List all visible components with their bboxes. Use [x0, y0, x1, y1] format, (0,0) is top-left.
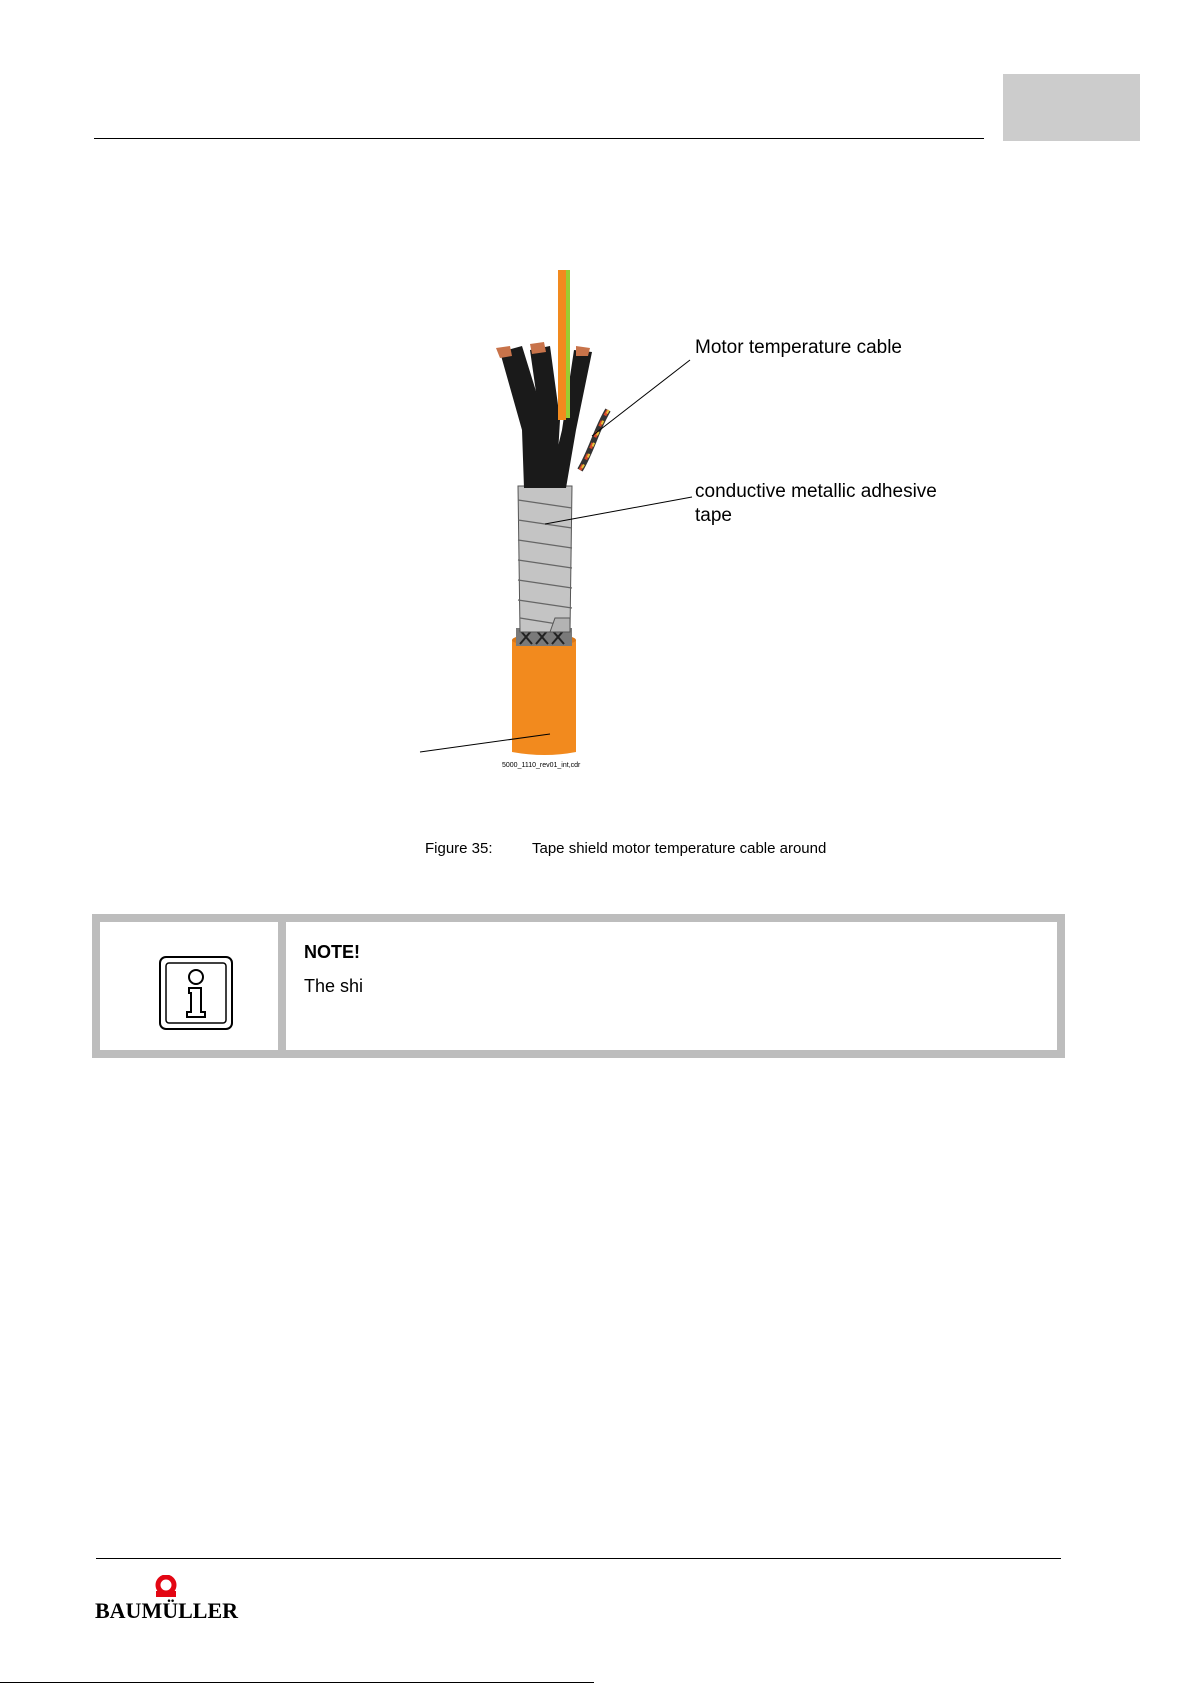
footer-rule	[96, 1558, 1061, 1559]
leader-motor-temp	[592, 360, 690, 436]
note-body: The shi	[304, 976, 364, 996]
figure-file-label: 5000_1110_rev01_int,cdr	[502, 762, 581, 769]
callout-tape-line1: conductive metallic adhesive	[695, 481, 937, 502]
figure-caption	[425, 840, 826, 857]
earth-conductor	[558, 270, 566, 420]
note-icon-cell	[100, 922, 278, 1050]
note-box	[92, 914, 1065, 1058]
caption-text: Tape shield motor temperature cable around	[532, 840, 827, 857]
baumuller-logo	[94, 1575, 244, 1635]
note-title: NOTE!	[304, 942, 360, 962]
info-icon	[158, 955, 234, 1031]
caption-number: Figure 35:	[425, 840, 493, 857]
callout-tape-line2: tape	[695, 505, 732, 526]
motor-temperature-pair	[580, 410, 608, 470]
note-text-cell	[286, 922, 1057, 1050]
footer-bottom-rule	[0, 1682, 594, 1683]
copper-tip	[496, 346, 512, 358]
svg-text:BAUMÜLLER: BAUMÜLLER	[95, 1598, 239, 1623]
callout-motor-temperature-cable: Motor temperature cable	[695, 337, 902, 358]
cable-figure	[0, 0, 1191, 800]
adhesive-tape	[518, 486, 572, 632]
